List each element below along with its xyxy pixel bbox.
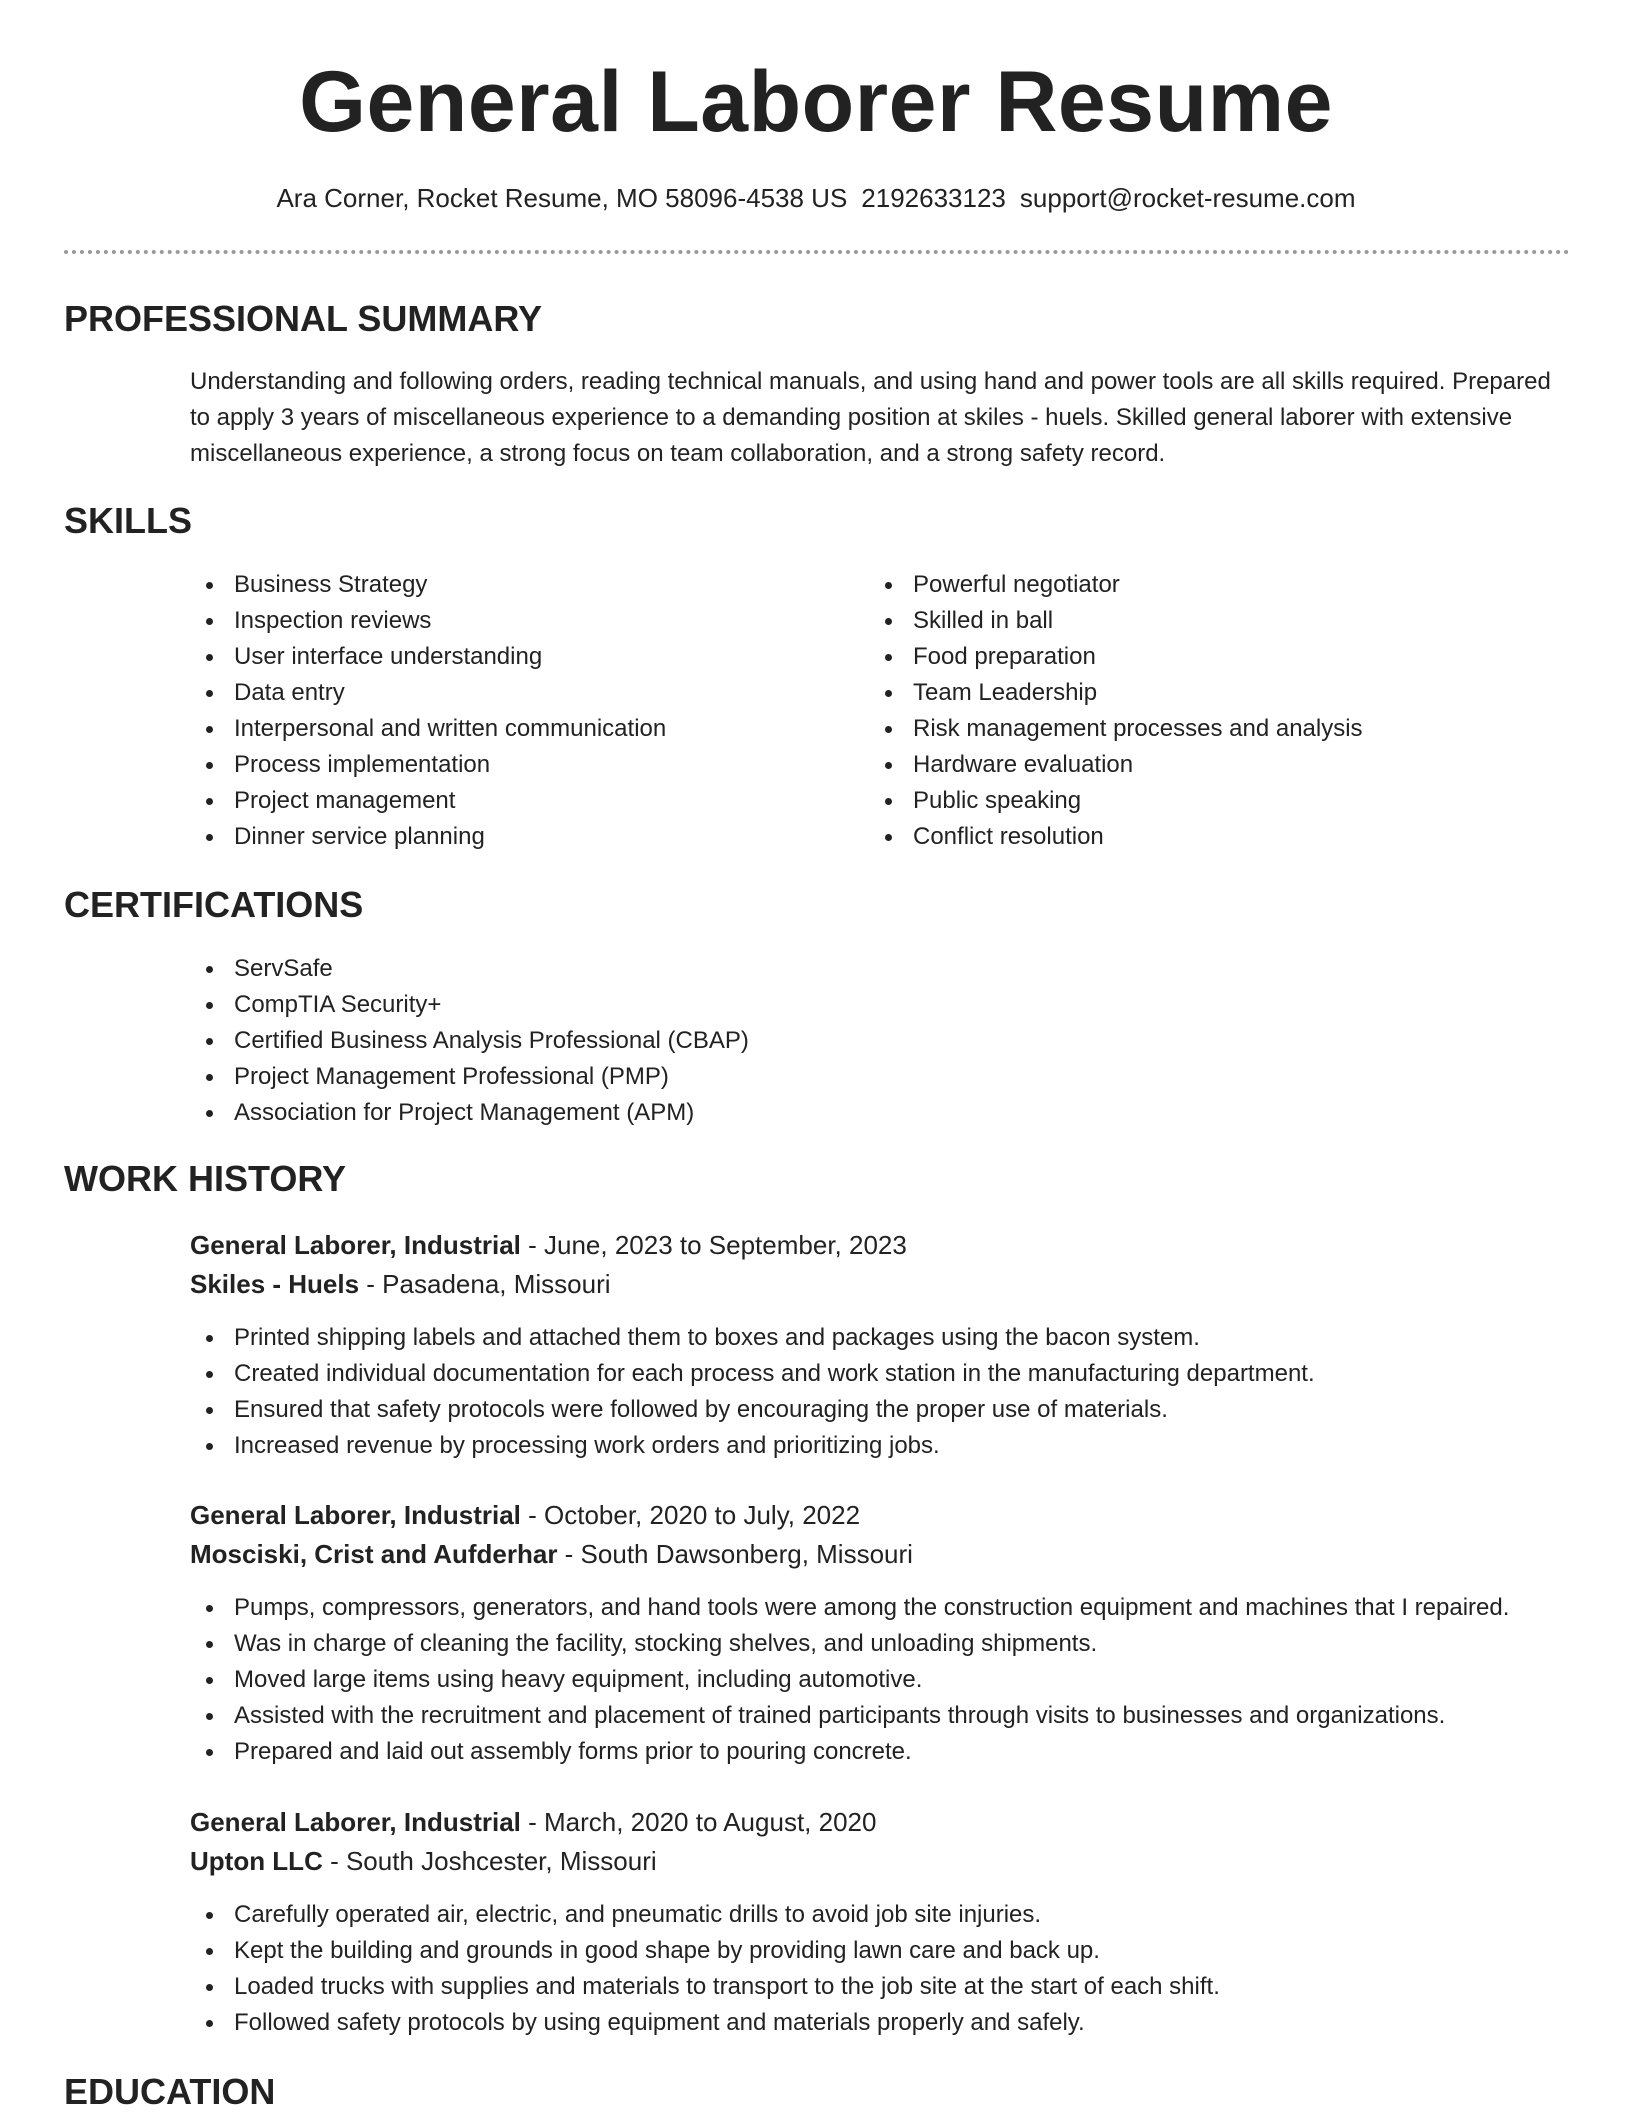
header-divider bbox=[64, 250, 1570, 254]
job-bullets bbox=[190, 1590, 1509, 1770]
list-item: ServSafe bbox=[190, 951, 749, 987]
list-item: CompTIA Security+ bbox=[190, 987, 749, 1023]
list-item: Interpersonal and written communication bbox=[190, 711, 666, 747]
job-title-line bbox=[190, 1226, 907, 1264]
contact-address: Ara Corner, Rocket Resume, MO 58096-4538 US bbox=[276, 183, 848, 213]
job-bullets bbox=[190, 1897, 1220, 2041]
job-title: General Laborer, Industrial bbox=[190, 1500, 521, 1530]
job-location: - South Joshcester, Missouri bbox=[322, 1846, 657, 1876]
list-item: Kept the building and grounds in good shape by providing lawn care and back up. bbox=[190, 1933, 1220, 1969]
list-item: Printed shipping labels and attached them to boxes and packages using the bacon system. bbox=[190, 1320, 1315, 1356]
job-company-line bbox=[190, 1265, 611, 1303]
list-item: Certified Business Analysis Professional (CBAP) bbox=[190, 1023, 749, 1059]
list-item: Followed safety protocols by using equipment and materials properly and safely. bbox=[190, 2005, 1220, 2041]
job-company: Upton LLC bbox=[190, 1846, 323, 1876]
list-item: Pumps, compressors, generators, and hand tools were among the construction equipment and machines that I repaired. bbox=[190, 1590, 1509, 1626]
list-item: Conflict resolution bbox=[869, 819, 1363, 855]
job-company-line bbox=[190, 1842, 657, 1880]
job-title: General Laborer, Industrial bbox=[190, 1807, 521, 1837]
job-company: Skiles - Huels bbox=[190, 1269, 360, 1299]
list-item: Inspection reviews bbox=[190, 603, 666, 639]
summary-heading: PROFESSIONAL SUMMARY bbox=[64, 298, 543, 339]
list-item: Association for Project Management (APM) bbox=[190, 1095, 749, 1131]
job-location: - South Dawsonberg, Missouri bbox=[557, 1539, 913, 1569]
education-heading: EDUCATION bbox=[64, 2071, 276, 2112]
list-item: Increased revenue by processing work orders and prioritizing jobs. bbox=[190, 1428, 1315, 1464]
skills-list-right bbox=[869, 567, 1363, 855]
list-item: Prepared and laid out assembly forms prior to pouring concrete. bbox=[190, 1734, 1509, 1770]
job-dates: - June, 2023 to September, 2023 bbox=[520, 1230, 907, 1260]
list-item: Data entry bbox=[190, 675, 666, 711]
list-item: Carefully operated air, electric, and pneumatic drills to avoid job site injuries. bbox=[190, 1897, 1220, 1933]
list-item: Public speaking bbox=[869, 783, 1363, 819]
list-item: Process implementation bbox=[190, 747, 666, 783]
list-item: User interface understanding bbox=[190, 639, 666, 675]
summary-text: Understanding and following orders, reading technical manuals, and using hand and power tools are all skills required. Prepared to apply 3 years of miscellaneous experience to a demanding position at skiles - huels. Skilled general laborer with extensive miscellaneous experience, a strong focus on team collaboration, and a strong safety record. bbox=[190, 368, 1551, 467]
skills-heading: SKILLS bbox=[64, 500, 193, 541]
contact-email: support@rocket-resume.com bbox=[1019, 183, 1356, 213]
list-item: Moved large items using heavy equipment, including automotive. bbox=[190, 1662, 1509, 1698]
job-company-line bbox=[190, 1535, 913, 1573]
job-company: Mosciski, Crist and Aufderhar bbox=[190, 1539, 558, 1569]
resume-title: General Laborer Resume bbox=[299, 54, 1333, 150]
certifications-heading: CERTIFICATIONS bbox=[64, 884, 364, 925]
contact-line bbox=[0, 180, 1632, 216]
list-item: Project Management Professional (PMP) bbox=[190, 1059, 749, 1095]
list-item: Business Strategy bbox=[190, 567, 666, 603]
list-item: Dinner service planning bbox=[190, 819, 666, 855]
list-item: Hardware evaluation bbox=[869, 747, 1363, 783]
list-item: Was in charge of cleaning the facility, stocking shelves, and unloading shipments. bbox=[190, 1626, 1509, 1662]
list-item: Created individual documentation for each process and work station in the manufacturing department. bbox=[190, 1356, 1315, 1392]
list-item: Ensured that safety protocols were followed by encouraging the proper use of materials. bbox=[190, 1392, 1315, 1428]
contact-phone: 2192633123 bbox=[861, 183, 1006, 213]
job-title-line bbox=[190, 1803, 876, 1841]
job-dates: - October, 2020 to July, 2022 bbox=[520, 1500, 861, 1530]
work-history-heading: WORK HISTORY bbox=[64, 1158, 347, 1199]
list-item: Assisted with the recruitment and placement of trained participants through visits to businesses and organizations. bbox=[190, 1698, 1509, 1734]
list-item: Team Leadership bbox=[869, 675, 1363, 711]
job-dates: - March, 2020 to August, 2020 bbox=[520, 1807, 877, 1837]
certifications-list bbox=[190, 951, 749, 1131]
job-title: General Laborer, Industrial bbox=[190, 1230, 521, 1260]
skills-list-left bbox=[190, 567, 666, 855]
list-item: Project management bbox=[190, 783, 666, 819]
list-item: Powerful negotiator bbox=[869, 567, 1363, 603]
job-location: - Pasadena, Missouri bbox=[359, 1269, 611, 1299]
job-title-line bbox=[190, 1496, 860, 1534]
job-bullets bbox=[190, 1320, 1315, 1464]
list-item: Skilled in ball bbox=[869, 603, 1363, 639]
list-item: Loaded trucks with supplies and materials to transport to the job site at the start of each shift. bbox=[190, 1969, 1220, 2005]
list-item: Food preparation bbox=[869, 639, 1363, 675]
list-item: Risk management processes and analysis bbox=[869, 711, 1363, 747]
